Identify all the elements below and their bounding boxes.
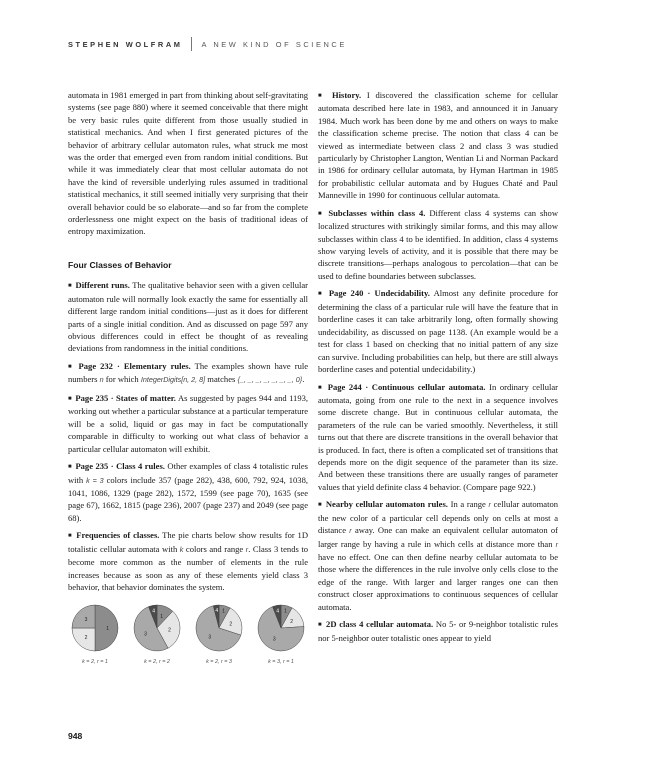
running-header [68,37,347,51]
pie-chart-label: k = 2, r = 2 [144,659,170,666]
math-variable: r [349,526,352,536]
pie-slice-label: 3 [144,631,147,638]
pie-slice-label: 3 [208,635,212,642]
note-subclasses [318,207,558,282]
note-text: Almost any definite procedure for determining the class of a particular rule will have the feature that in borderline cases it can take arbitrarily long, often formally showing undecidability, as discussed on page 1138. (An example would be a test for class 1 based on checking that no initial pattern of any size can survive. Including probabilities can help, but there are still always borderline cases and potential undecidability.) [318,288,558,374]
bullet-icon: ■ [68,283,73,290]
page-number: 948 [68,731,83,741]
pie-chart-label: k = 2, r = 1 [82,659,108,666]
note-text: . Class 3 tends to become more common as the number of elements in the rule increases because as soon as any of these elements yield class 3 behavior, that behavior dominates the system. [68,543,309,592]
note-text: I discovered the classification scheme for cellular automata described here late in 1983, and announced it in January 1984. Much work has been done by me and others on ways to make the classification scheme precise. The notion that class 4 can be viewed as intermediate between class 2 and class 3 was studied particularly by Christopher Langton, Wentian Li and Norman Packard in 1986 for ordinary cellular automata, by Hyman Hartman in 1985 for probabilistic cellular automata and by Hugues Chaté and Paul Manneville in 1990 for continuous cellular automata. [318,90,559,201]
pie-slice-class-2 [72,628,95,651]
note-text: colors and range [183,543,246,554]
math-variable: r [555,539,558,549]
note-text: The examples shown have rule numbers [68,360,309,385]
bullet-icon: ■ [318,291,324,298]
note-2d-class-4 [318,618,558,644]
math-variable: n [99,375,104,385]
math-variable: r [245,544,249,554]
note-text: colors include 357 (page 282), 438, 600, 792, 924, 1038, 1041, 1086, 1329 (page 282), 1572, 1599 (see page 70), 1635 (see page 67), 1662, 1815 (page 236), 2007 (page 237) and 2049 (see page 68). [68,474,308,523]
pie-slice-label: 3 [84,617,88,624]
left-column [68,89,308,669]
pie-slice-class-3 [72,605,95,628]
bullet-icon: ■ [68,533,73,540]
pie-chart [254,603,308,668]
note-heading: Page 240 · Undecidability. [328,288,430,299]
pie-slice-label: 1 [284,608,287,615]
note-text: Different class 4 systems can show localized structures with strikingly similar forms, and this may allow subclasses within class 4 to be identified. In addition, class 4 systems show varying levels of activity, and it is possible that there may be discrete transitions—perhaps analogous to percolation—that can be used to define boundaries between subclasses. [318,207,559,281]
pie-chart-row [68,603,308,668]
header-divider [191,37,192,51]
note-heading: Page 235 · Class 4 rules. [75,461,165,472]
pie-slice-label: 2 [290,619,294,626]
note-heading: Nearby cellular automaton rules. [325,499,448,510]
code-expression: k = 3 [86,475,104,485]
note-text: cellular automaton the new color of a particular cell depends only on cells at most a distance [318,499,558,536]
note-text: Other examples of class 4 totalistic rules with [68,461,309,485]
note-text: . [302,374,305,385]
pie-slice-label: 4 [215,608,219,615]
code-expression: IntegerDigits[n, 2, 8] [140,375,206,385]
note-heading: Page 244 · Continuous cellular automata. [327,381,486,392]
pie-slice-label: 2 [229,621,233,628]
pie-chart-graphic [70,603,120,653]
bullet-icon: ■ [318,93,326,99]
pie-chart-graphic [194,603,244,653]
note-different-runs [68,279,308,354]
pie-slice-label: 2 [84,635,88,642]
note-text: In a range [447,499,489,510]
math-variable: k [179,544,184,554]
note-heading: Different runs. [75,280,130,291]
math-variable: r [488,500,491,510]
bullet-icon: ■ [318,622,323,629]
note-text: The pie charts below show results for 1D totalistic cellular automata with [68,530,308,554]
note-text: In ordinary cellular automata, going from one rule to the next in a sequence involves some discrete change. But in continuous cellular automata, the parameters of the rule can be varied smoothly. Nevertheless, it still turns out that there are discrete transitions in the overall behavior that is produced. In fact, there is often a complicated set of transitions that depends more on the digit sequence of the parameter than its size. And between these transitions there are usually ranges of parameter values that yield definite class 4 behavior. (Compare page 922.) [318,381,559,492]
bullet-icon: ■ [318,384,324,391]
note-nearby-rules [318,498,558,613]
bullet-icon: ■ [68,464,72,471]
pie-slice-label: 4 [152,608,156,615]
bullet-icon: ■ [318,210,324,217]
pie-slice-label: 1 [160,614,164,621]
note-frequencies-of-classes [68,529,308,593]
right-column [318,89,558,649]
note-class-4-rules [68,460,308,524]
code-expression: {_, _, _, _, _, _, _, 0} [237,375,303,385]
pie-chart [130,603,184,668]
pie-chart [68,603,122,668]
note-heading: Page 232 · Elementary rules. [78,360,191,371]
pie-slice-label: 1 [106,626,110,633]
note-elementary-rules [68,360,308,387]
section-heading: Four Classes of Behavior [68,259,172,270]
note-text: have no effect. One can then define nearby cellular automata to be those where the differences in the rule involve only cells close to the edge of the range. With larger and larger ranges one can then construct closer approximations to continuous sequences of cellular automata. [318,551,558,612]
note-text: for which [103,374,141,385]
bullet-icon: ■ [318,502,323,509]
note-text: As suggested by pages 944 and 1193, working out whether a particular substance at a particular temperature will be a solid, liquid or gas may in fact be computationally comparable in difficulty to working out what class of behavior a particular cellular automaton will exhibit. [68,392,308,454]
note-heading: Subclasses within class 4. [328,207,426,218]
note-text: No 5- or 9-neighbor totalistic rules nor 5-neighbor outer totalistic ones appear to yield [318,619,558,643]
note-heading: Frequencies of classes. [76,530,160,541]
pie-slice-label: 2 [168,627,171,634]
pie-slice-label: 1 [222,608,225,615]
continued-paragraph: automata in 1981 emerged in part from thinking about self-gravitating systems (see page 880) where it seemed conceivable that there might be very basic rules quite different from those usually studied in statistical mechanics. And when I first generated pictures of the behavior of arbitrary cellular automaton rules, what struck me most was the order that emerged even from random initial conditions. But while it was immediately clear that most cellular automata do not have the kind of reversible underlying rules assumed in traditional statistical mechanics, it still seemed initially very surprising that their overall behavior could be so elaborate—and so far from the complete orderlessness one might expect on the basis of traditional ideas of entropy maximization. [68,90,308,237]
pie-chart-label: k = 3, r = 1 [268,659,294,666]
pie-chart-label: k = 2, r = 3 [206,659,232,666]
pie-chart-graphic [132,603,182,653]
note-states-of-matter [68,392,308,455]
note-heading: History. [331,90,362,100]
note-text: matches [205,374,238,385]
pie-slice-label: 3 [272,637,276,644]
note-history [318,89,558,202]
bullet-icon: ■ [68,363,74,370]
bullet-icon: ■ [68,395,72,402]
pie-chart [192,603,246,668]
header-author: STEPHEN WOLFRAM [68,39,183,49]
note-continuous-ca [318,381,558,494]
note-text: away. One can make an equivalent cellular automaton of larger range by having a rule in which cells at distance more than [318,525,558,549]
pie-chart-graphic [256,603,306,653]
header-book-title: A NEW KIND OF SCIENCE [201,39,347,49]
note-heading: Page 235 · States of matter. [75,392,176,403]
note-heading: 2D class 4 cellular automata. [326,619,434,630]
note-undecidability [318,287,558,375]
pie-slice-label: 4 [276,608,280,615]
note-text: The qualitative behavior seen with a given cellular automaton rule will normally look exactly the same for essentially all different large random initial conditions—just as it does for different parts of a single initial condition. And as discussed on page 597 any obvious differences could in effect be thought of as revealing deviations from randomness in the initial conditions. [68,280,308,354]
